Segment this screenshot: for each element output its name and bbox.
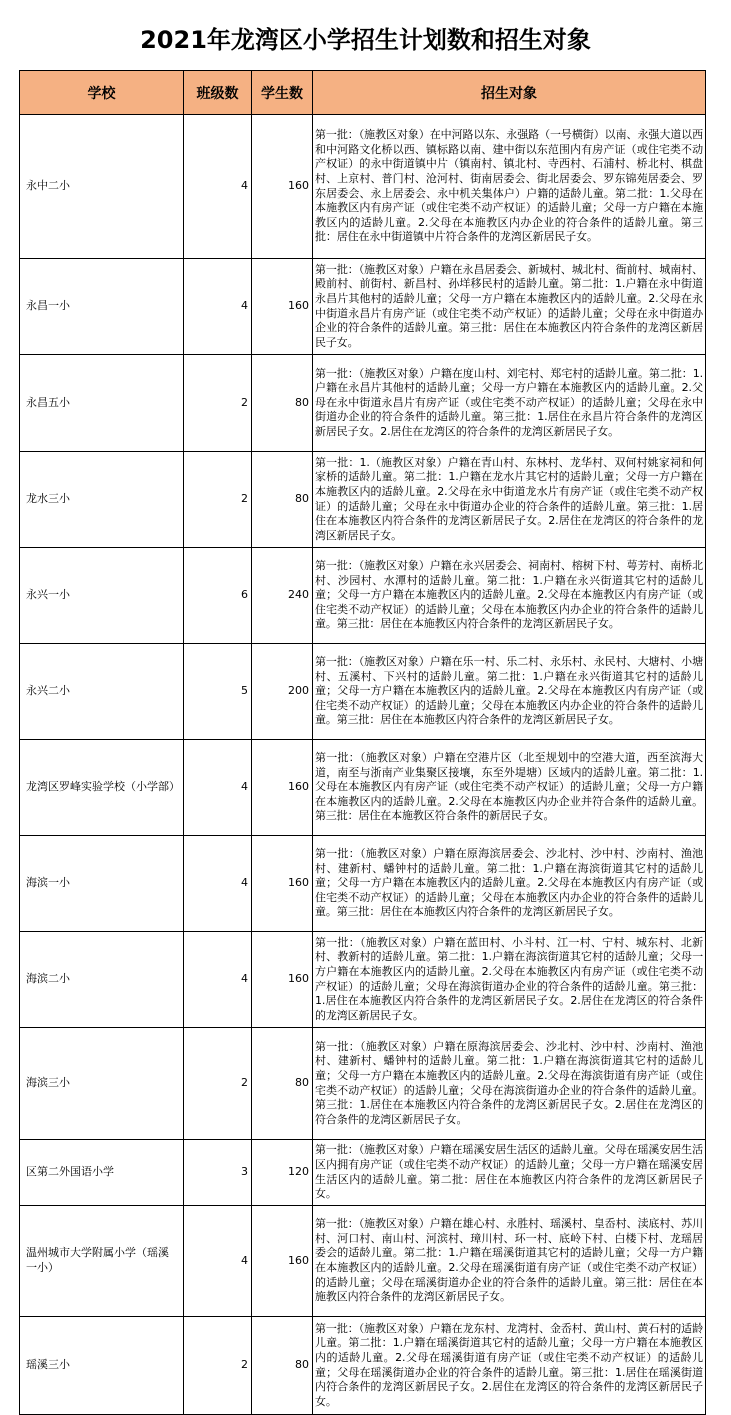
table-row [20,355,706,452]
enrollment-target: 第一批：1.（施教区对象）户籍在青山村、东林村、龙华村、双何村姚家祠和何家桥的适龄儿童。第二批：1.户籍在龙水片其它村的适龄儿童；父母一方户籍在本施教区内的适龄儿童。2.父母在永中街道龙水片有房产证（或住宅类不动产权证）的适龄儿童；父母在永中街道办企业的符合条件的适龄儿童。第三批：1.居住在本施教区内符合条件的龙湾区新居民子女。2.居住在龙湾区的符合条件的龙湾区新居民子女。 [313,452,706,548]
enrollment-target: 第一批：（施教区对象）户籍在原海滨居委会、沙北村、沙中村、沙南村、渔池村、建新村、蟠钟村的适龄儿童。第二批：1.户籍在海滨街道其它村的适龄儿童；父母一方户籍在本施教区内的适龄儿童。2.父母在海滨街道有房产证（或住宅类不动产权证）的适龄儿童；父母在海滨街道办企业的符合条件的适龄儿童。第三批：1.居住在本施教区内符合条件的龙湾区新居民子女。2.居住在龙湾区的符合条件的龙湾区新居民子女。 [313,1028,706,1140]
header-students: 学生数 [252,71,313,115]
table-row [20,1317,706,1415]
school-name: 海滨二小 [20,932,184,1028]
enrollment-table [19,70,706,1415]
class-count: 6 [184,548,252,644]
student-count: 160 [252,1206,313,1317]
school-name: 永兴二小 [20,644,184,740]
table-row [20,1028,706,1140]
class-count: 2 [184,355,252,452]
class-count: 4 [184,932,252,1028]
enrollment-target: 第一批：（施教区对象）户籍在龙东村、龙湾村、金岙村、黄山村、黄石村的适龄儿童。第二批：1.户籍在瑶溪街道其它村的适龄儿童；父母一方户籍在本施教区内的适龄儿童。2.父母在瑶溪街道有房产证（或住宅类不动产权证）的适龄儿童；父母在瑶溪街道办企业的符合条件的适龄儿童。第三批：1.居住在瑶溪街道内符合条件的龙湾区新居民子女。2.居住在龙湾区的符合条件的龙湾区新居民子女。 [313,1317,706,1415]
student-count: 200 [252,644,313,740]
enrollment-target: 第一批：（施教区对象）户籍在空港片区（北至规划中的空港大道，西至滨海大道，南至与浙南产业集聚区接壤，东至外堤塘）区域内的适龄儿童。第二批：1.父母在本施教区内有房产证（或住宅类不动产权证）的适龄儿童；父母一方户籍在本施教区内的适龄儿童。2.父母在本施教区内办企业并符合条件的适龄儿童。第三批：居住在本施教区符合条件的新居民子女。 [313,740,706,836]
student-count: 160 [252,836,313,932]
student-count: 120 [252,1140,313,1206]
class-count: 4 [184,836,252,932]
school-name: 温州城市大学附属小学（瑶溪一小） [20,1206,184,1317]
school-name: 永兴一小 [20,548,184,644]
student-count: 160 [252,932,313,1028]
school-name: 海滨三小 [20,1028,184,1140]
header-row [20,71,706,115]
class-count: 4 [184,740,252,836]
student-count: 160 [252,115,313,259]
enrollment-target: 第一批：（施教区对象）户籍在乐一村、乐二村、永乐村、永民村、大塘村、小塘村、五溪村、下兴村的适龄儿童。第二批：1.户籍在永兴街道其它村的适龄儿童；父母一方户籍在本施教区内的适龄儿童。2.父母在本施教区内有房产证（或住宅类不动产权证）的适龄儿童；父母在本施教区内办企业的符合条件的适龄儿童。第三批：居住在本施教区内符合条件的龙湾区新居民子女。 [313,644,706,740]
header-classes: 班级数 [184,71,252,115]
class-count: 4 [184,1206,252,1317]
student-count: 160 [252,740,313,836]
student-count: 240 [252,548,313,644]
page-title: 2021年龙湾区小学招生计划数和招生对象 [140,26,591,54]
enrollment-target: 第一批：（施教区对象）户籍在原海滨居委会、沙北村、沙中村、沙南村、渔池村、建新村、蟠钟村的适龄儿童。第二批：1.户籍在海滨街道其它村的适龄儿童；父母一方户籍在本施教区内的适龄儿童。2.父母在本施教区内有房产证（或住宅类不动产权证）的适龄儿童；父母在本施教区内办企业的符合条件的适龄儿童。第三批：居住在本施教区内符合条件的龙湾区新居民子女。 [313,836,706,932]
enrollment-target: 第一批：（施教区对象）户籍在度山村、刘宅村、郑宅村的适龄儿童。第二批：1.户籍在永昌片其他村的适龄儿童；父母一方户籍在本施教区内的适龄儿童。2.父母在永中街道永昌片有房产证（或住宅类不动产权证）的适龄儿童；父母在永中街道办企业的符合条件的适龄儿童。第三批：1.居住在永昌片符合条件的龙湾区新居民子女。2.居住在龙湾区的符合条件的龙湾区新居民子女。 [313,355,706,452]
table-row [20,548,706,644]
table-row [20,115,706,259]
student-count: 80 [252,1028,313,1140]
table-row [20,644,706,740]
student-count: 80 [252,452,313,548]
school-name: 龙湾区罗峰实验学校（小学部） [20,740,184,836]
class-count: 2 [184,1317,252,1415]
school-name: 瑶溪三小 [20,1317,184,1415]
class-count: 4 [184,259,252,355]
enrollment-target: 第一批：（施教区对象）户籍在雄心村、永胜村、瑶溪村、皇岙村、渎底村、苏川村、河口村、南山村、河滨村、璋川村、环一村、底岭下村、白楼下村、龙瑶居委会的适龄儿童。第二批：1.户籍在瑶溪街道其它村的适龄儿童；父母一方户籍在本施教区内的适龄儿童。2.父母在瑶溪街道有房产证（或住宅类不动产权证）的适龄儿童；父母在瑶溪街道办企业的符合条件的适龄儿童。第三批：居住在本施教区内符合条件的龙湾区新居民子女。 [313,1206,706,1317]
table-row [20,452,706,548]
student-count: 160 [252,259,313,355]
school-name: 永昌一小 [20,259,184,355]
table-row [20,740,706,836]
class-count: 2 [184,1028,252,1140]
header-target: 招生对象 [313,71,706,115]
class-count: 2 [184,452,252,548]
table-row [20,932,706,1028]
enrollment-target: 第一批：（施教区对象）户籍在永兴居委会、祠南村、榕树下村、萼芳村、南桥北村、沙园村、水潭村的适龄儿童。第二批：1.户籍在永兴街道其它村的适龄儿童；父母一方户籍在本施教区内的适龄儿童。2.父母在本施教区内有房产证（或住宅类不动产权证）的适龄儿童；父母在本施教区内办企业的符合条件的适龄儿童。第三批：居住在本施教区内符合条件的龙湾区新居民子女。 [313,548,706,644]
enrollment-target: 第一批：（施教区对象）在中河路以东、永强路（一号横街）以南、永强大道以西和中河路文化桥以西、镇标路以南、建中街以东范围内有房产证（或住宅类不动产权证）的永中街道镇中片（镇南村、镇北村、寺西村、石浦村、桥北村、棋盘村、上京村、普门村、沧河村、街南居委会、街北居委会、罗东锦苑居委会、罗东居委会、永上居委会、永中机关集体户）户籍的适龄儿童。第二批：1.父母在本施教区内有房产证（或住宅类不动产权证）的适龄儿童；父母一方户籍在本施教区内的适龄儿童。2.父母在本施教区内办企业的符合条件的适龄儿童。第三批：居住在永中街道镇中片符合条件的龙湾区新居民子女。 [313,115,706,259]
class-count: 5 [184,644,252,740]
school-name: 永中二小 [20,115,184,259]
enrollment-target: 第一批：（施教区对象）户籍在瑶溪安居生活区的适龄儿童。父母在瑶溪安居生活区内拥有房产证（或住宅类不动产权证）的适龄儿童；父母一方户籍在瑶溪安居生活区内的适龄儿童。第二批：居住在本施教区内符合条件的龙湾区新居民子女。 [313,1140,706,1206]
student-count: 80 [252,1317,313,1415]
class-count: 4 [184,115,252,259]
header-school: 学校 [20,71,184,115]
school-name: 永昌五小 [20,355,184,452]
school-name: 海滨一小 [20,836,184,932]
table-row [20,1140,706,1206]
school-name: 区第二外国语小学 [20,1140,184,1206]
enrollment-target: 第一批：（施教区对象）户籍在永昌居委会、新城村、城北村、衙前村、城南村、殿前村、前街村、新昌村、孙垟移民村的适龄儿童。第二批：1.户籍在永中街道永昌片其他村的适龄儿童；父母一方户籍在本施教区内的适龄儿童。2.父母在永中街道永昌片有房产证（或住宅类不动产权证）的适龄儿童；父母在永中街道办企业的符合条件的适龄儿童。第三批：居住在本施教区内符合条件的龙湾区新居民子女。 [313,259,706,355]
class-count: 3 [184,1140,252,1206]
school-name: 龙水三小 [20,452,184,548]
enrollment-target: 第一批：（施教区对象）户籍在蓝田村、小斗村、江一村、宁村、城东村、北新村、教新村的适龄儿童。第二批：1.户籍在海滨街道其它村的适龄儿童；父母一方户籍在本施教区内的适龄儿童。2.父母在本施教区内有房产证（或住宅类不动产权证）的适龄儿童；父母在海滨街道办企业的符合条件的适龄儿童。第三批：1.居住在本施教区内符合条件的龙湾区新居民子女。2.居住在龙湾区的符合条件的龙湾区新居民子女。 [313,932,706,1028]
student-count: 80 [252,355,313,452]
table-row [20,836,706,932]
table-row [20,1206,706,1317]
table-row [20,259,706,355]
